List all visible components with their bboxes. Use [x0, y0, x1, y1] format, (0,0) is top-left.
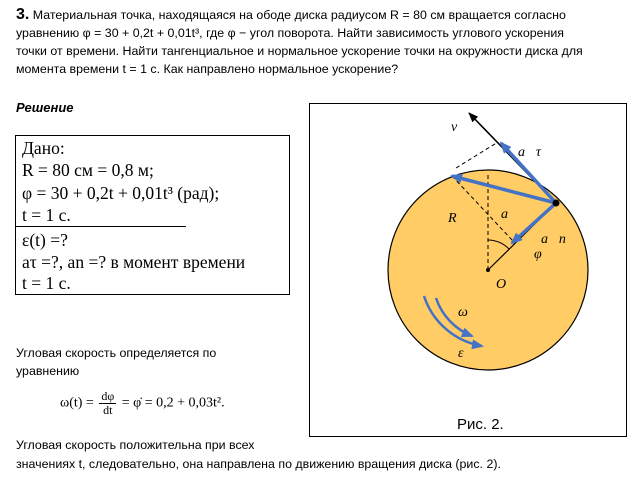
- label-O: O: [496, 277, 507, 292]
- solution-text-1b: уравнению: [16, 364, 80, 378]
- formula-lhs: ω(t) =: [60, 395, 94, 411]
- find-line-accelerations: aτ =?, an =? в момент времени: [22, 252, 246, 272]
- dashed-line-upper: [456, 142, 498, 168]
- task-number: 3.: [16, 6, 30, 23]
- material-point: [553, 200, 560, 207]
- problem-line-4: момента времени t = 1 c. Как направлено нормальное ускорение?: [16, 62, 399, 76]
- disk-center: [486, 268, 490, 272]
- formula-numerator: dφ: [101, 389, 115, 403]
- label-phi: φ: [534, 247, 542, 262]
- find-line-epsilon: ε(t) =?: [22, 230, 68, 250]
- label-epsilon: ε: [458, 346, 464, 361]
- given-line-radius: R = 80 см = 0,8 м;: [22, 160, 154, 180]
- solution-text-1a: Угловая скорость определяется по: [16, 346, 217, 360]
- problem-line-3: точки от времени. Найти тангенциальное и нормальное ускорение точки на окружности диска для: [16, 44, 583, 58]
- solution-text-2a: Угловая скорость положительна при всех: [16, 438, 255, 452]
- given-title: Дано:: [22, 138, 65, 158]
- label-a: a⃗: [501, 207, 519, 222]
- given-line-equation: φ = 30 + 0,2t + 0,01t³ (рад);: [22, 183, 220, 203]
- problem-line-2: уравнению φ = 30 + 0,2t + 0,01t³, где φ − угол поворота. Найти зависимость углового ускорения: [16, 26, 564, 40]
- solution-text-2b: значениях t, следовательно, она направлена по движению вращения диска (рис. 2).: [16, 457, 501, 471]
- problem-line-1: Материальная точка, находящаяся на ободе диска радиусом R = 80 см вращается согласно: [32, 8, 566, 22]
- label-omega: ω: [458, 305, 468, 320]
- label-R: R: [448, 211, 457, 226]
- label-v: v⃗: [451, 120, 469, 135]
- label-a-tau: a⃗τ: [518, 145, 541, 160]
- solution-heading: Решение: [16, 100, 74, 115]
- find-line-time: t = 1 c.: [22, 273, 71, 293]
- formula-denominator: dt: [103, 403, 113, 417]
- figure-caption: Рис. 2.: [457, 416, 504, 433]
- formula-rhs: = φ̇ = 0,2 + 0,03t².: [121, 395, 225, 411]
- given-line-time: t = 1 c.: [22, 205, 71, 225]
- label-a-n: a⃗n: [541, 232, 566, 247]
